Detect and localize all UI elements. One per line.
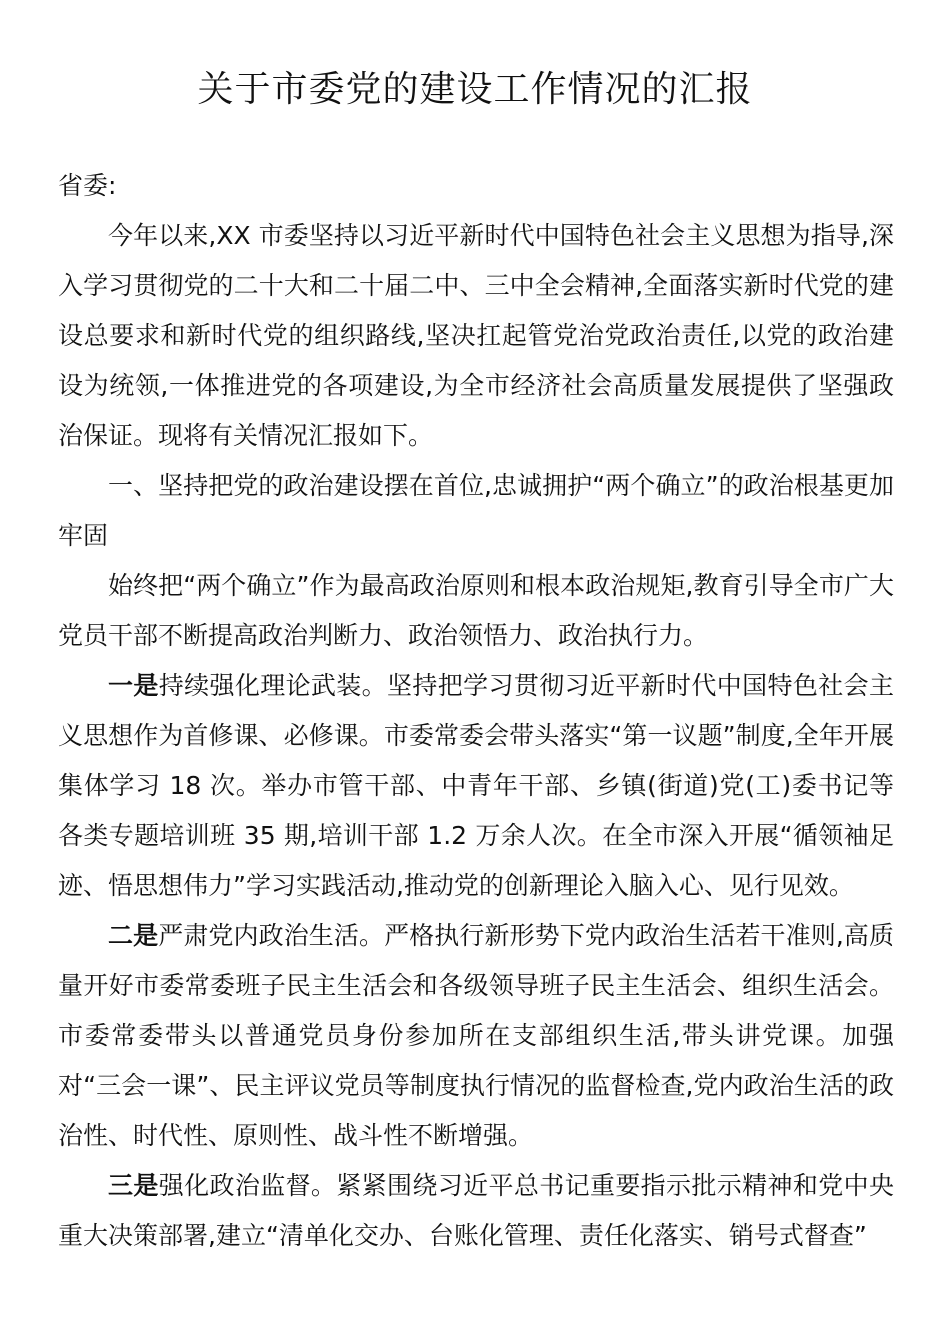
salutation: 省委: [58,171,117,200]
document-title: 关于市委党的建设工作情况的汇报 [197,69,753,110]
item-text-3: 强化政治监督。紧紧围绕习近平总书记重要指示批示精神和党中央重大决策部署,建立“清单化交办、台账化管理、责任化落实、销号式督查” [58,1171,894,1250]
item-text-2: 严肃党内政治生活。严格执行新形势下党内政治生活若干准则,高质量开好市委常委班子民主生活会和各级领导班子民主生活会、组织生活会。市委常委带头以普通党员身份参加所在支部组织生活,带头讲党课。加强对“三会一课”、民主评议党员等制度执行情况的监督检查,党内政治生活的政治性、时代性、原则性、战斗性不断增强。 [58,921,894,1150]
section-heading: 一、坚持把党的政治建设摆在首位,忠诚拥护“两个确立”的政治根基更加牢固 [58,471,894,550]
section-lead-paragraph: 始终把“两个确立”作为最高政治原则和根本政治规矩,教育引导全市广大党员干部不断提高政治判断力、政治领悟力、政治执行力。 [58,571,894,650]
item-paragraph-2 [58,911,894,1161]
item-paragraph-1 [58,661,894,911]
item-text-1: 持续强化理论武装。坚持把学习贯彻习近平新时代中国特色社会主义思想作为首修课、必修课。市委常委会带头落实“第一议题”制度,全年开展集体学习 18 次。举办市管干部、中青年干部、乡镇(街道)党(工)委书记等各类专题培训班 35 期,培训干部 1.2 万余人次。在全市深入开展“循领袖足迹、悟思想伟力”学习实践活动,推动党的创新理论入脑入心、见行见效。 [58,671,894,900]
item-label-2: 二是 [108,921,159,950]
item-label-3: 三是 [108,1171,159,1200]
document-body [58,161,894,1261]
item-label-1: 一是 [108,671,159,700]
intro-paragraph: 今年以来,XX 市委坚持以习近平新时代中国特色社会主义思想为指导,深入学习贯彻党的二十大和二十届二中、三中全会精神,全面落实新时代党的建设总要求和新时代党的组织路线,坚决扛起管党治党政治责任,以党的政治建设为统领,一体推进党的各项建设,为全市经济社会高质量发展提供了坚强政治保证。现将有关情况汇报如下。 [58,221,894,450]
item-paragraph-3 [58,1161,894,1261]
